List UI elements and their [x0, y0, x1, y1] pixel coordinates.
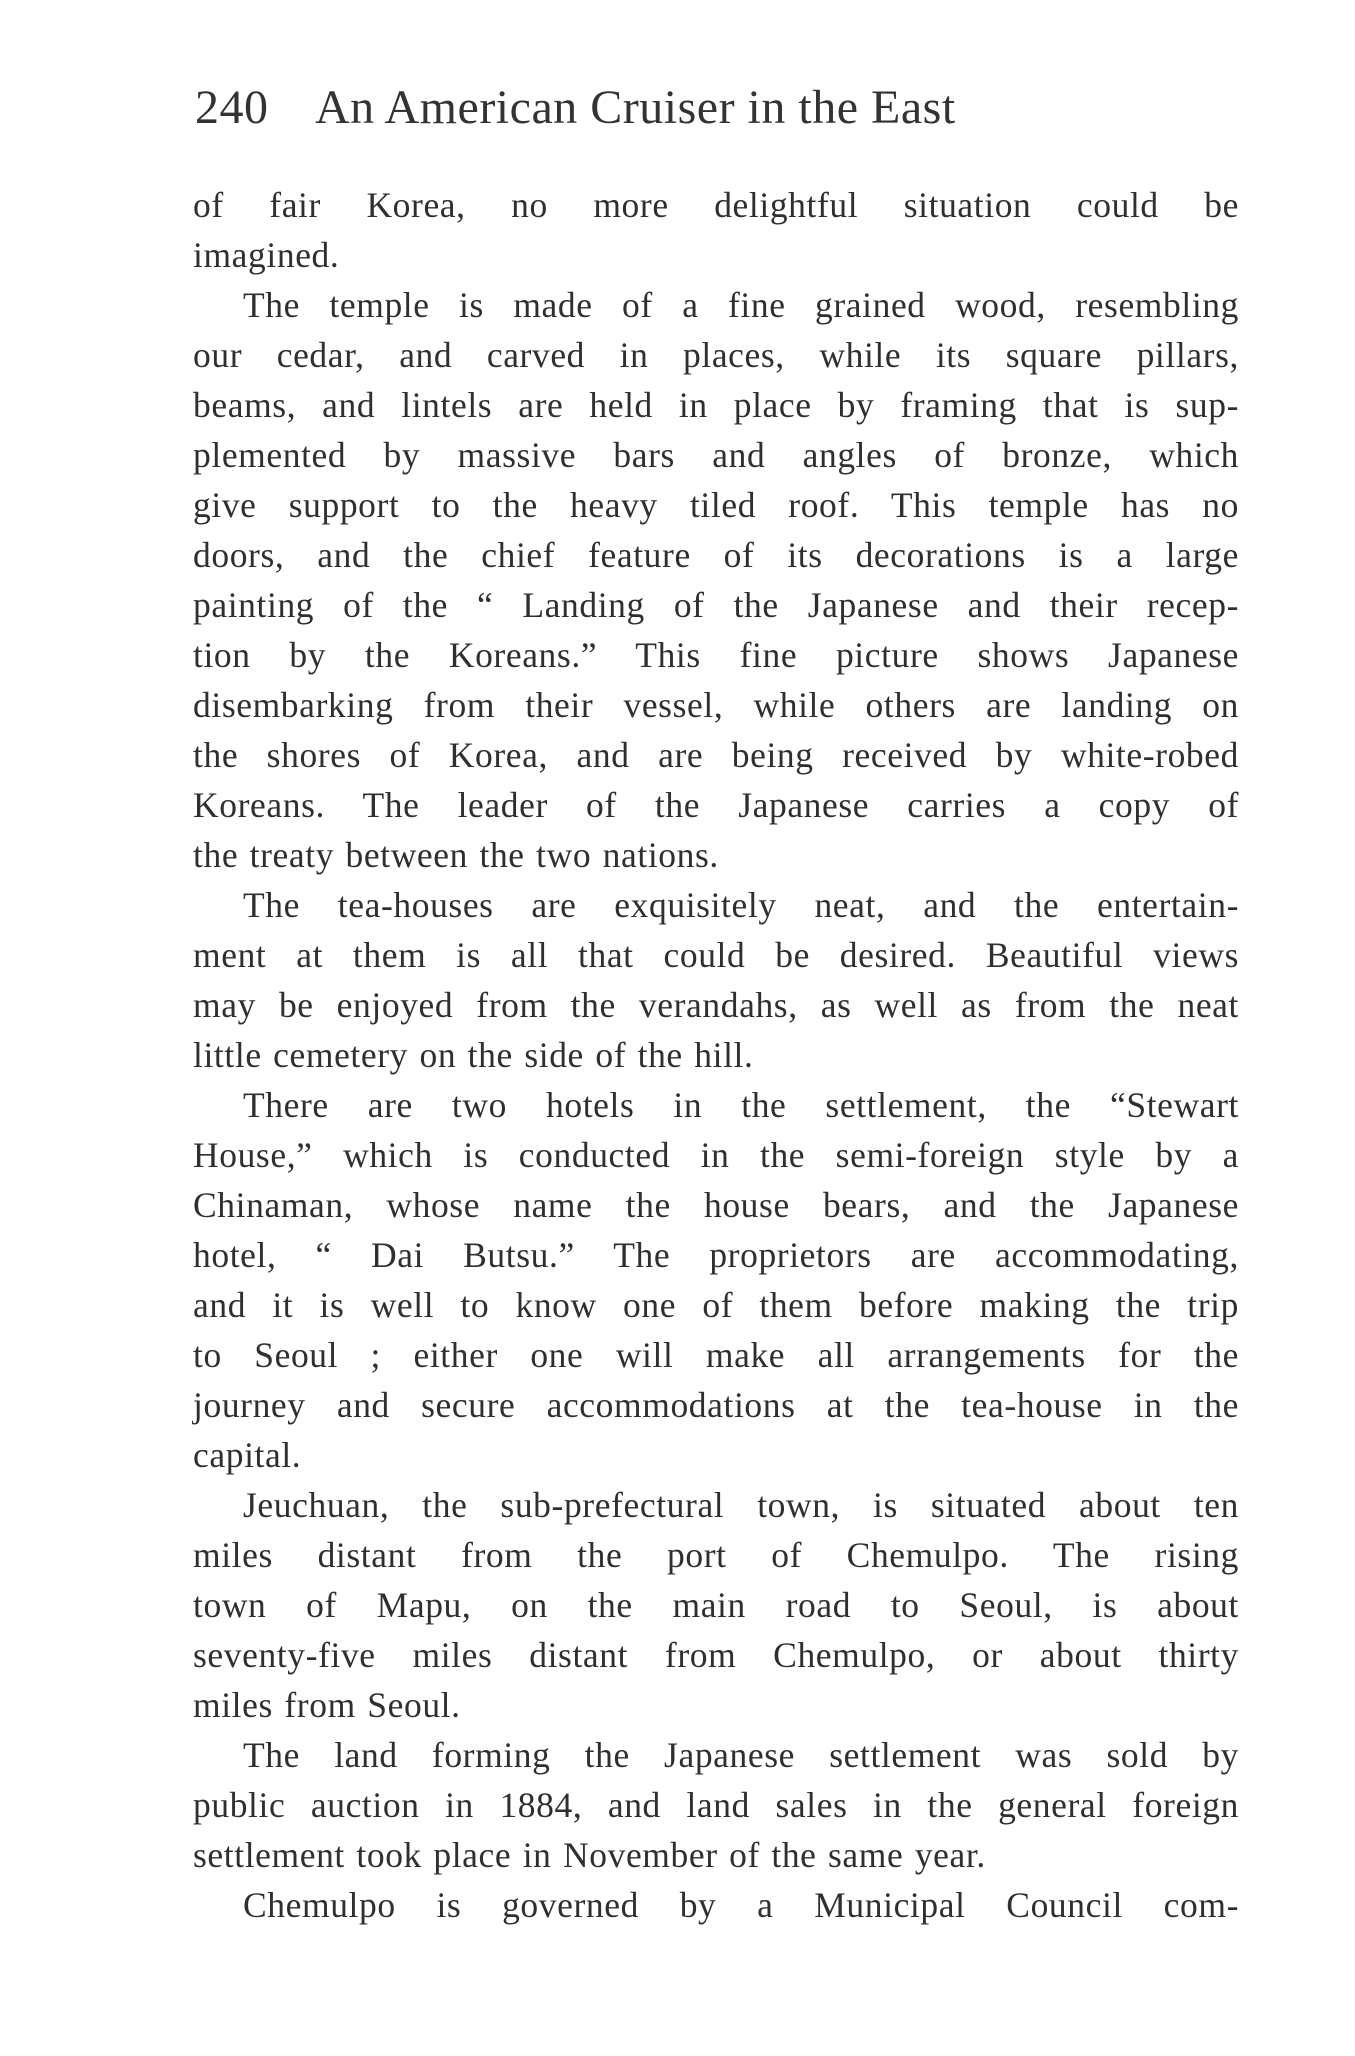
- body-text: [193, 180, 1239, 1930]
- text-line: painting of the “ Landing of the Japanese and their recep-: [193, 585, 1239, 625]
- paragraph: [193, 1730, 1239, 1880]
- paragraph: [193, 1880, 1239, 1930]
- text-line: may be enjoyed from the verandahs, as well as from the neat: [193, 985, 1239, 1025]
- paragraph: [193, 880, 1239, 1080]
- text-line: to Seoul ; either one will make all arrangements for the: [193, 1335, 1239, 1375]
- text-line: The land forming the Japanese settlement was sold by: [243, 1735, 1239, 1775]
- text-line: and it is well to know one of them before making the trip: [193, 1285, 1239, 1325]
- text-line: plemented by massive bars and angles of bronze, which: [193, 435, 1239, 475]
- text-line: doors, and the chief feature of its decorations is a large: [193, 535, 1239, 575]
- text-line: the shores of Korea, and are being received by white-robed: [193, 735, 1239, 775]
- text-line: miles from Seoul.: [193, 1685, 461, 1725]
- text-line: Jeuchuan, the sub-prefectural town, is situated about ten: [243, 1485, 1239, 1525]
- text-line: Koreans. The leader of the Japanese carries a copy of: [193, 785, 1239, 825]
- text-line: The temple is made of a fine grained wood, resembling: [243, 285, 1239, 325]
- text-line: hotel, “ Dai Butsu.” The proprietors are accommodating,: [193, 1235, 1239, 1275]
- text-line: the treaty between the two nations.: [193, 835, 719, 875]
- text-line: imagined.: [193, 235, 340, 275]
- text-line: miles distant from the port of Chemulpo. The rising: [193, 1535, 1239, 1575]
- page-number: 240: [195, 81, 269, 134]
- text-line: settlement took place in November of the same year.: [193, 1835, 986, 1875]
- text-line: town of Mapu, on the main road to Seoul, is about: [193, 1585, 1239, 1625]
- text-line: of fair Korea, no more delightful situation could be: [193, 185, 1239, 225]
- text-line: journey and secure accommodations at the tea-house in the: [193, 1385, 1239, 1425]
- running-title: An American Cruiser in the East: [315, 81, 956, 134]
- text-line: public auction in 1884, and land sales in the general foreign: [193, 1785, 1239, 1825]
- text-line: ment at them is all that could be desired. Beautiful views: [193, 935, 1239, 975]
- text-line: Chemulpo is governed by a Municipal Council com-: [243, 1885, 1239, 1925]
- text-line: disembarking from their vessel, while others are landing on: [193, 685, 1239, 725]
- text-line: capital.: [193, 1435, 302, 1475]
- text-line: little cemetery on the side of the hill.: [193, 1035, 754, 1075]
- paragraph: [193, 1480, 1239, 1730]
- text-line: our cedar, and carved in places, while its square pillars,: [193, 335, 1239, 375]
- text-line: beams, and lintels are held in place by framing that is sup-: [193, 385, 1239, 425]
- text-line: seventy-five miles distant from Chemulpo, or about thirty: [193, 1635, 1239, 1675]
- text-line: The tea-houses are exquisitely neat, and the entertain-: [243, 885, 1239, 925]
- text-line: House,” which is conducted in the semi-foreign style by a: [193, 1135, 1239, 1175]
- text-line: tion by the Koreans.” This fine picture shows Japanese: [193, 635, 1239, 675]
- text-line: Chinaman, whose name the house bears, and the Japanese: [193, 1185, 1239, 1225]
- paragraph: [193, 280, 1239, 880]
- text-line: give support to the heavy tiled roof. This temple has no: [193, 485, 1239, 525]
- paragraph: [193, 1080, 1239, 1480]
- text-line: There are two hotels in the settlement, the “Stewart: [243, 1085, 1239, 1125]
- paragraph: [193, 180, 1239, 280]
- page-header: [195, 80, 1155, 150]
